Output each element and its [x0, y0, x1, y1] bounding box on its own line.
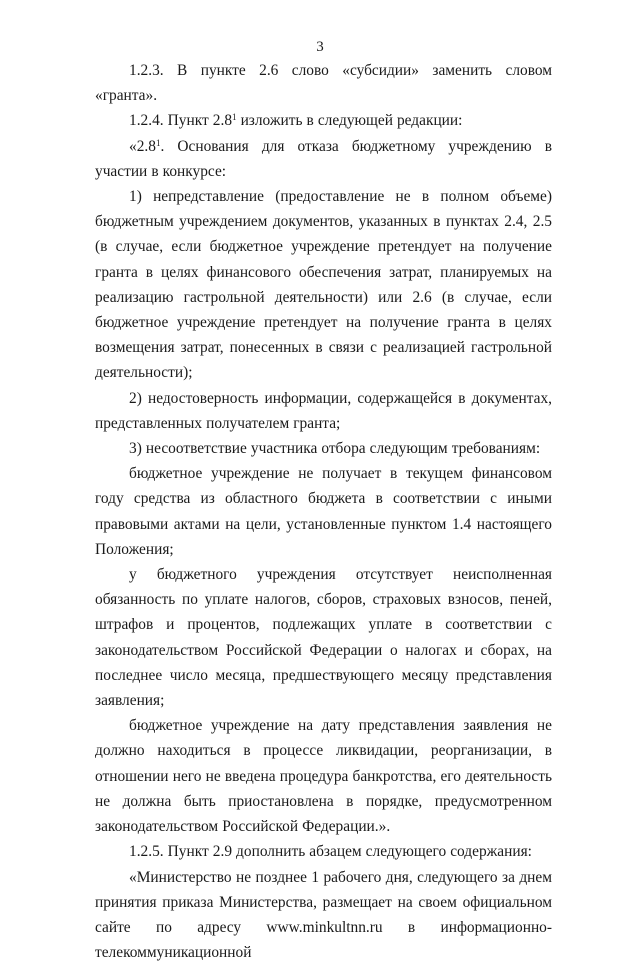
paragraph-text: 1.2.4. Пункт 2.8 — [129, 112, 232, 129]
page-number: 3 — [0, 38, 640, 56]
paragraph-1-2-5: 1.2.5. Пункт 2.9 дополнить абзацем следующего содержания: — [95, 839, 552, 864]
paragraph-requirement-2: у бюджетного учреждения отсутствует неисполненная обязанность по уплате налогов, сборов, страховых взносов, пеней, штрафов и процентов, подлежащих уплате в соответствии с законодательством Российской Федерации о налогах и сборах, на последнее число месяца, предшествующего месяцу представления заявления; — [95, 562, 552, 713]
paragraph-1-2-4 — [95, 108, 552, 133]
paragraph-text: «2.8 — [129, 138, 156, 155]
paragraph-requirement-3: бюджетное учреждение на дату представления заявления не должно находиться в процессе ликвидации, реорганизации, в отношении него не введена процедура банкротства, его деятельность не должна быть приостановлена в порядке, предусмотренном законодательством Российской Федерации.». — [95, 713, 552, 839]
superscript: 1 — [156, 138, 161, 148]
paragraph-text: изложить в следующей редакции: — [237, 112, 463, 129]
paragraph-text: . Основания для отказа бюджетному учреждению в участии в конкурсе: — [95, 138, 552, 180]
paragraph-item-1: 1) непредставление (предоставление не в полном объеме) бюджетным учреждением документов, указанных в пунктах 2.4, 2.5 (в случае, если бюджетное учреждение претендует на получение гранта в целях финансового обеспечения затрат, планируемых на реализацию гастрольной деятельности) или 2.6 (в случае, если бюджетное учреждение претендует на получение гранта в целях возмещения затрат, понесенных в связи с реализацией гастрольной деятельности); — [95, 184, 552, 386]
superscript: 1 — [232, 112, 237, 122]
paragraph-ministry-notice: «Министерство не позднее 1 рабочего дня, следующего за днем принятия приказа Министерства, размещает на своем официальном сайте по адресу www.minkultnn.ru в информационно-телекоммуникационной — [95, 865, 552, 965]
paragraph-item-2: 2) недостоверность информации, содержащейся в документах, представленных получателем гранта; — [95, 386, 552, 436]
paragraph-2-8-1-heading — [95, 134, 552, 184]
paragraph-1-2-3: 1.2.3. В пункте 2.6 слово «субсидии» заменить словом «гранта». — [95, 58, 552, 108]
document-body — [95, 58, 552, 965]
paragraph-item-3: 3) несоответствие участника отбора следующим требованиям: — [95, 436, 552, 461]
paragraph-requirement-1: бюджетное учреждение не получает в текущем финансовом году средства из областного бюджета в соответствии с иными правовыми актами на цели, установленные пунктом 1.4 настоящего Положения; — [95, 461, 552, 562]
